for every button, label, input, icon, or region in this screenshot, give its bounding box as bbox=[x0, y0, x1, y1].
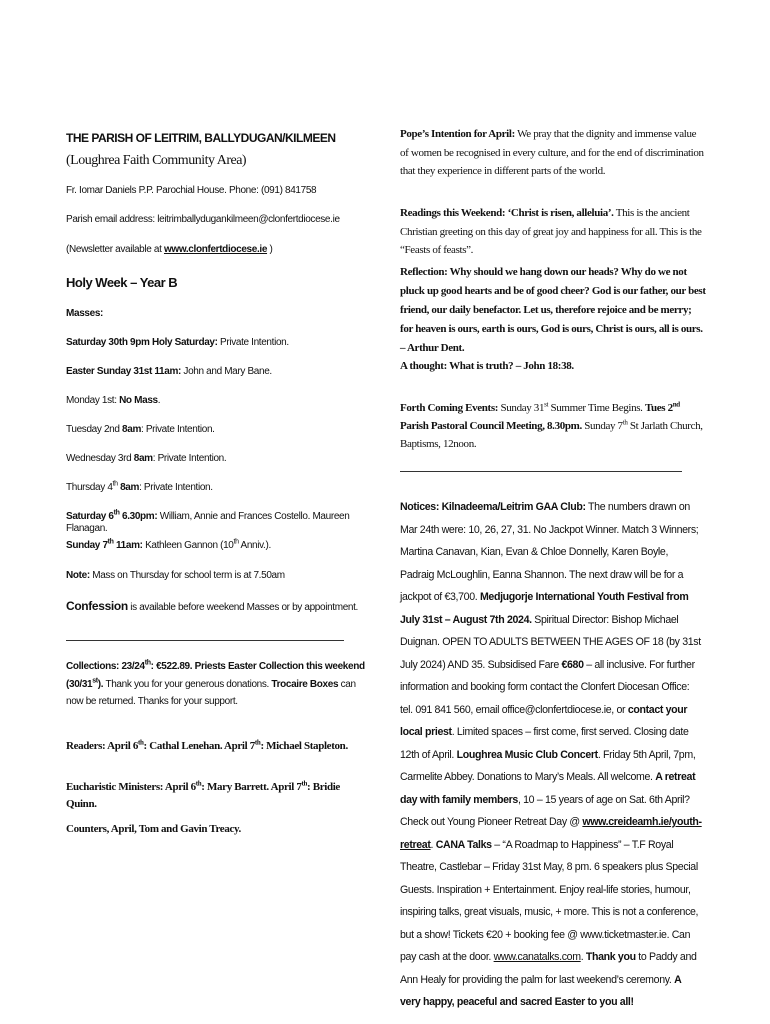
parish-name: THE PARISH OF LEITRIM, BALLYDUGAN/KILMEEN bbox=[66, 131, 336, 145]
divider-right bbox=[400, 471, 682, 472]
pope-intention: Pope’s Intention for April: We pray that the dignity and immense value of women be recognised in every culture, and for the end of discrimination that they experience in different parts of the world. bbox=[400, 128, 704, 177]
retreat-link[interactable]: www.creideamh.ie/youth-retreat bbox=[400, 816, 702, 851]
mass-easter-sunday: Easter Sunday 31st 11am: John and Mary Bane. bbox=[66, 366, 272, 377]
newsletter-link[interactable]: www.clonfertdiocese.ie bbox=[163, 244, 268, 255]
mass-monday: Monday 1st: No Mass. bbox=[66, 395, 161, 406]
mass-wednesday: Wednesday 3rd 8am: Private Intention. bbox=[66, 453, 227, 464]
collections-note: Collections: 23/24th: €522.89. Priests Easter Collection this weekend (30/31st). Thank you for your generous donations. Trocaire Boxes can now be returned. Thanks for your support. bbox=[66, 659, 365, 707]
forthcoming-events: Forth Coming Events: Sunday 31st Summer Time Begins. Tues 2nd Parish Pastoral Council Meeting, 8.30pm. Sunday 7th St Jarlath Church, Baptisms, 12noon. bbox=[400, 400, 703, 450]
parish-area: (Loughrea Faith Community Area) bbox=[66, 153, 247, 168]
notices: Notices: Kilnadeema/Leitrim GAA Club: The numbers drawn on Mar 24th were: 10, 26, 27, 31. No Jackpot Winner. Match 3 Winners; Martina Canavan, Kian, Evan & Chloe Donnelly, Karen Boyle, Padraig McLoughlin, Eanna Shannon. The next draw will be for a jackpot of €3,700. Medjugorje International Youth Festival from July 31st – August 7th 2024. Spiritual Director: Bishop Michael Duignan. OPEN TO ADULTS BETWEEN THE AGES OF 18 (by 31st July 2024) AND 35. Subsidised Fare €680 – all inclusive. For further information and booking form contact the Clonfert Diocesan Office: tel. 091 841 560, email office@clonfertdiocese.ie, or contact your local priest. Limited spaces – first come, first served. Closing date 12th of April. Loughrea Music Club Concert. Friday 5th April, 7pm, Carmelite Abbey. Donations to Mary’s Meals. All welcome. A retreat day with family members, 10 – 15 years of age on Sat. 6th April? Check out Young Pioneer Retreat Day @ www.creideamh.ie/youth-retreat. CANA Talks – “A Roadmap to Happiness” – T.F Royal Theatre, Castlebar – Friday 31st May, 8 pm. 6 speakers plus Special Guests. Inspiration + Entertainment. Enjoy real-life stories, humour, inspiring talks, great visuals, music, + more. This is not a conference, but a show! Tickets €20 + booking fee @ www.ticketmaster.ie. Can pay cash at the door. www.canatalks.com. Thank you to Paddy and Ann Healy for providing the palm for last weekend’s ceremony. A very happy, peaceful and sacred Easter to you all! bbox=[400, 501, 702, 1008]
newsletter-note: (Newsletter available at www.clonfertdiocese.ie ) bbox=[66, 244, 273, 255]
thought: A thought: What is truth? – John 18:38. bbox=[400, 360, 574, 372]
eucharistic-ministers-rota: Eucharistic Ministers: April 6th: Mary Barrett. April 7th: Bridie Quinn. bbox=[66, 779, 340, 811]
counters-rota: Counters, April, Tom and Gavin Treacy. bbox=[66, 823, 241, 835]
mass-thursday: Thursday 4th 8am: Private Intention. bbox=[66, 480, 213, 493]
divider-left bbox=[66, 640, 344, 641]
parish-email: Parish email address: leitrimballydugankilmeen@clonfertdiocese.ie bbox=[66, 214, 340, 225]
parish-header bbox=[66, 127, 366, 172]
mass-saturday-30: Saturday 30th 9pm Holy Saturday: Private Intention. bbox=[66, 337, 289, 348]
section-title: Holy Week – Year B bbox=[66, 275, 178, 290]
masses-label: Masses: bbox=[66, 308, 104, 319]
cana-link[interactable]: www.canatalks.com bbox=[493, 951, 581, 963]
mass-sunday-7: Sunday 7th 11am: Kathleen Gannon (10th Anniv.). bbox=[66, 538, 271, 551]
priest-contact: Fr. Iomar Daniels P.P. Parochial House. Phone: (091) 841758 bbox=[66, 185, 317, 196]
confession-note: Confession is available before weekend Masses or by appointment. bbox=[66, 599, 358, 613]
mass-note: Note: Mass on Thursday for school term is at 7.50am bbox=[66, 570, 285, 581]
readings-weekend: Readings this Weekend: ‘Christ is risen, alleluia’. This is the ancient Christian greeting on this day of great joy and happiness for all. This is the “Feasts of feasts”. bbox=[400, 207, 702, 256]
mass-saturday-6: Saturday 6th 6.30pm: William, Annie and Frances Costello. Maureen Flanagan. bbox=[66, 509, 350, 534]
reflection: Reflection: Why should we hang down our heads? Why do we not pluck up good hearts and be of good cheer? God is our father, our best friend, our daily benefactor. Let us, therefore rejoice and be merry; for heaven is ours, earth is ours, God is ours, Christ is ours, all is ours. – Arthur Dent. bbox=[400, 266, 706, 354]
mass-tuesday: Tuesday 2nd 8am: Private Intention. bbox=[66, 424, 215, 435]
readers-rota: Readers: April 6th: Cathal Lenehan. April 7th: Michael Stapleton. bbox=[66, 738, 348, 752]
